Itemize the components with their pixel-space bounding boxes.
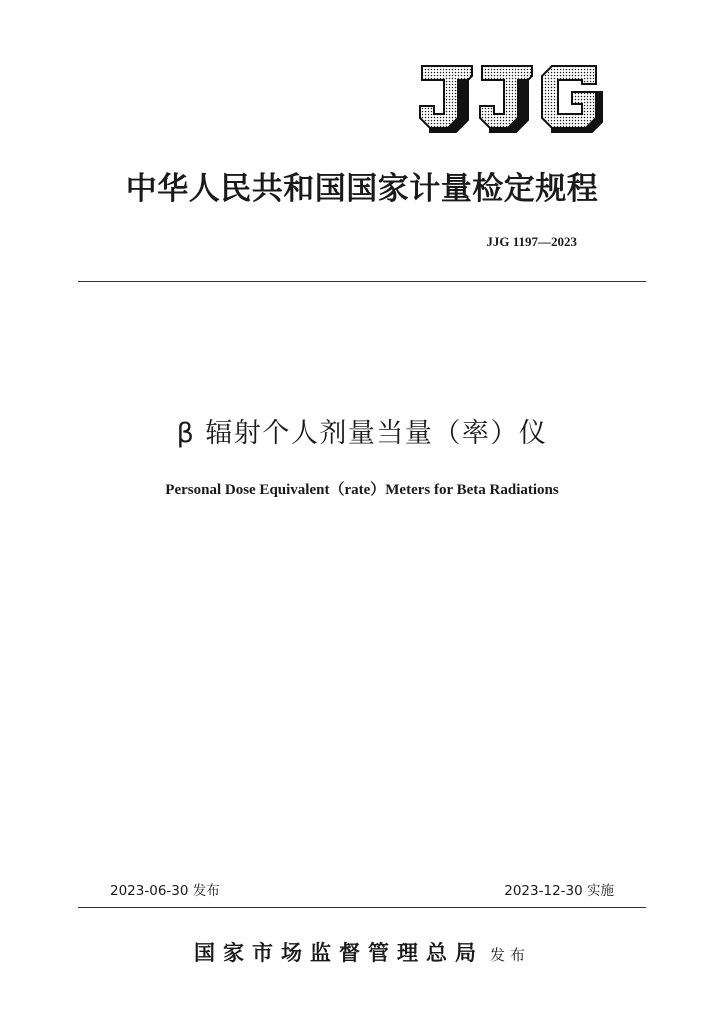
jjg-logo — [412, 62, 608, 138]
top-divider — [78, 281, 646, 282]
publisher-line — [0, 937, 724, 967]
document-code: JJG 1197—2023 — [486, 234, 577, 249]
publisher-name: 国家市场监督管理总局 — [193, 940, 484, 965]
document-title-chinese: β 辐射个人剂量当量（率）仪 — [176, 418, 548, 449]
bottom-divider — [78, 907, 646, 908]
document-title-english: Personal Dose Equivalent（rate）Meters for Beta Radiations — [165, 482, 559, 498]
issue-date: 2023-06-30 发布 — [110, 883, 220, 899]
regulation-series-title: 中华人民共和国国家计量检定规程 — [125, 171, 599, 207]
implementation-date: 2023-12-30 实施 — [504, 883, 614, 899]
publisher-action: 发布 — [489, 946, 530, 964]
